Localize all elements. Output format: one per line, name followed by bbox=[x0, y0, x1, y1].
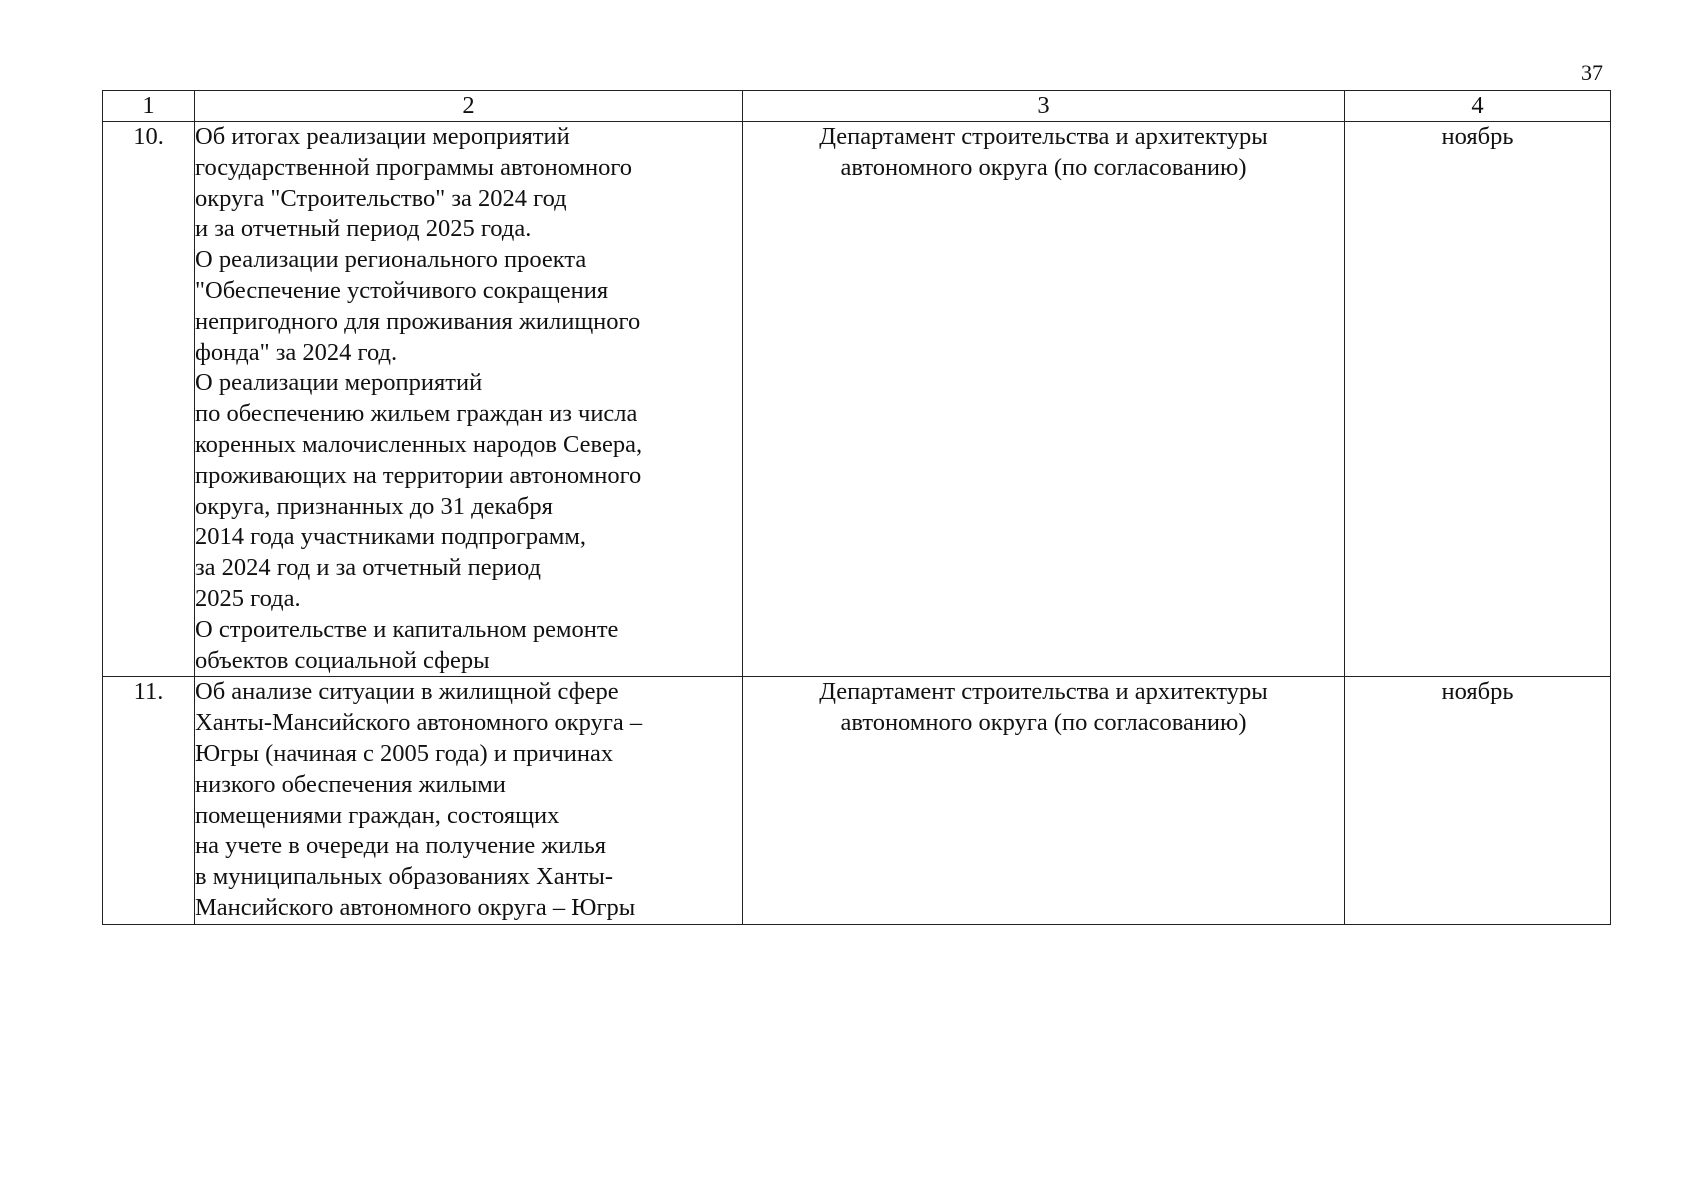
table-row bbox=[103, 677, 1611, 924]
description-line: на учете в очереди на получение жилья bbox=[195, 832, 607, 860]
description-line: фонда" за 2024 год. bbox=[195, 338, 398, 366]
column-header-4: 4 bbox=[1345, 91, 1611, 122]
description-line: низкого обеспечения жилыми bbox=[195, 770, 506, 798]
description-line: 2014 года участниками подпрограмм, bbox=[195, 523, 587, 551]
description-line: непригодного для проживания жилищного bbox=[195, 307, 641, 335]
row-responsible bbox=[743, 122, 1345, 677]
description-line: объектов социальной сферы bbox=[195, 646, 490, 674]
description-line: округа, признанных до 31 декабря bbox=[195, 492, 553, 520]
description-line: Ханты-Мансийского автономного округа – bbox=[195, 709, 643, 737]
description-line: Об итогах реализации мероприятий bbox=[195, 123, 570, 150]
description-line: в муниципальных образованиях Ханты- bbox=[195, 863, 614, 891]
responsible-line: автономного округа (по согласованию) bbox=[840, 709, 1247, 737]
row-term: ноябрь bbox=[1345, 122, 1611, 677]
column-header-3: 3 bbox=[743, 91, 1345, 122]
table-row bbox=[103, 122, 1611, 677]
description-line: Об анализе ситуации в жилищной сфере bbox=[195, 678, 619, 706]
row-description bbox=[195, 677, 743, 924]
responsible-line: Департамент строительства и архитектуры bbox=[819, 123, 1268, 150]
row-number: 10. bbox=[103, 122, 195, 677]
page-number: 37 bbox=[1581, 60, 1603, 85]
description-line: по обеспечению жильем граждан из числа bbox=[195, 400, 638, 428]
description-line: государственной программы автономного bbox=[195, 153, 633, 181]
description-line: Мансийского автономного округа – Югры bbox=[195, 893, 636, 921]
description-line: проживающих на территории автономного bbox=[195, 461, 642, 489]
description-line: за 2024 год и за отчетный период bbox=[195, 554, 541, 582]
row-number: 11. bbox=[103, 677, 195, 924]
table-header-row bbox=[103, 91, 1611, 122]
events-table bbox=[102, 90, 1611, 925]
description-line: О реализации мероприятий bbox=[195, 369, 483, 397]
row-responsible bbox=[743, 677, 1345, 924]
description-line: и за отчетный период 2025 года. bbox=[195, 215, 532, 243]
description-line: коренных малочисленных народов Севера, bbox=[195, 430, 643, 458]
column-header-1: 1 bbox=[103, 91, 195, 122]
description-line: 2025 года. bbox=[195, 584, 301, 612]
description-line: О реализации регионального проекта bbox=[195, 246, 587, 274]
row-description bbox=[195, 122, 743, 677]
row-term: ноябрь bbox=[1345, 677, 1611, 924]
description-line: Югры (начиная с 2005 года) и причинах bbox=[195, 739, 614, 767]
description-line: "Обеспечение устойчивого сокращения bbox=[195, 276, 609, 304]
description-line: округа "Строительство" за 2024 год bbox=[195, 184, 567, 212]
column-header-2: 2 bbox=[195, 91, 743, 122]
description-line: помещениями граждан, состоящих bbox=[195, 801, 560, 829]
responsible-line: автономного округа (по согласованию) bbox=[840, 153, 1247, 181]
responsible-line: Департамент строительства и архитектуры bbox=[819, 678, 1268, 706]
description-line: О строительстве и капитальном ремонте bbox=[195, 615, 619, 643]
